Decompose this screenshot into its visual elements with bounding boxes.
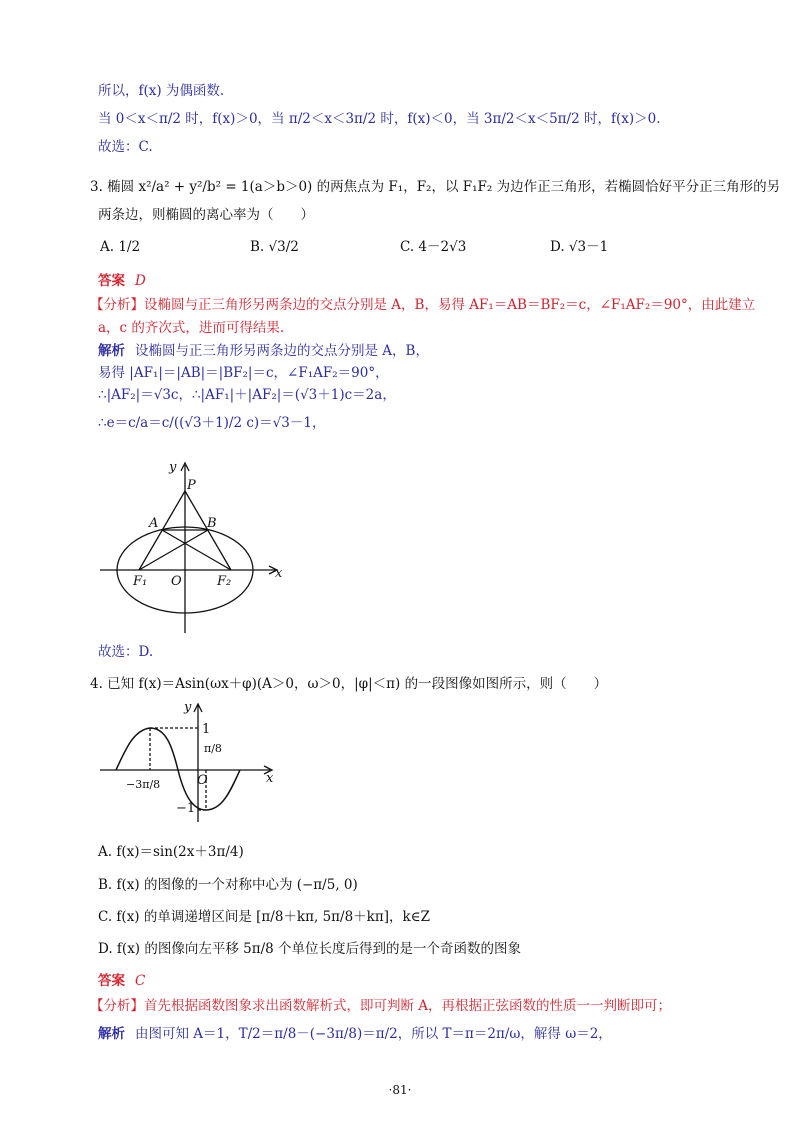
q3-option-b: B. √3/2 bbox=[250, 239, 299, 255]
q4-option-c: C. f(x) 的单调递增区间是 [π/8＋kπ, 5π/8＋kπ]，k∈Z bbox=[98, 909, 431, 925]
q3-stem-line-1: 3. 椭圆 x²/a² + y²/b² = 1(a＞b＞0) 的两焦点为 F₁，F₂，以 F₁F₂ 为边作正三角形，若椭圆恰好平分正三角形的另 bbox=[90, 179, 781, 195]
q3-solution-line-3: ∴|AF₂|＝√3c，∴|AF₁|＋|AF₂|＝(√3＋1)c＝2a， bbox=[98, 387, 396, 403]
ellipse-label-p: P bbox=[187, 478, 196, 493]
prev-solution-line-2: 当 0＜x＜π/2 时，f(x)＞0，当 π/2＜x＜3π/2 时，f(x)＜0，当 3π/2＜x＜5π/2 时，f(x)＞0. bbox=[98, 111, 661, 127]
ellipse-label-b: B bbox=[207, 516, 217, 531]
q4-answer-row bbox=[98, 972, 145, 990]
q3-solution-line-1 bbox=[98, 342, 429, 360]
ellipse-label-y: y bbox=[169, 460, 177, 475]
q3-answer-row bbox=[98, 272, 146, 290]
sine-label-pi8: π/8 bbox=[204, 742, 222, 755]
q3-answer-label: 答案 bbox=[98, 273, 125, 289]
sine-label-y: y bbox=[184, 700, 192, 715]
q3-answer-value: D bbox=[135, 273, 146, 289]
q4-solution-line-1 bbox=[98, 1025, 612, 1043]
sine-label-x: x bbox=[266, 771, 274, 786]
ellipse-label-x: x bbox=[275, 566, 283, 581]
q3-solution-line-2: 易得 |AF₁|＝|AB|＝|BF₂|＝c，∠F₁AF₂＝90°， bbox=[98, 365, 389, 381]
q4-analysis-line: 【分析】首先根据函数图象求出函数解析式，即可判断 A，再根据正弦函数的性质一一判断即可； bbox=[90, 998, 672, 1014]
ellipse-label-a: A bbox=[149, 516, 159, 531]
q4-stem: 4. 已知 f(x)＝Asin(ωx＋φ)(A＞0，ω＞0，|φ|＜π) 的一段图像如图所示，则（ ） bbox=[90, 676, 608, 692]
q3-stem-line-2: 两条边，则椭圆的离心率为（ ） bbox=[98, 207, 314, 223]
sine-label-o: O bbox=[197, 773, 208, 788]
q4-option-a: A. f(x)＝sin(2x＋3π/4) bbox=[98, 844, 244, 860]
sine-curve bbox=[116, 728, 240, 810]
ellipse-figure bbox=[95, 455, 295, 635]
page-number: ·81· bbox=[388, 1083, 412, 1097]
prev-solution-line-1: 所以，f(x) 为偶函数. bbox=[98, 83, 225, 99]
q3-option-c: C. 4－2√3 bbox=[400, 239, 467, 255]
q4-option-b: B. f(x) 的图像的一个对称中心为 (−π/5, 0) bbox=[98, 877, 358, 893]
sine-label-minus-one: −1 bbox=[176, 801, 196, 816]
q3-solution-text-1: 设椭圆与正三角形另两条边的交点分别是 A，B， bbox=[135, 343, 429, 359]
q4-solution-label: 解析 bbox=[98, 1026, 125, 1042]
q4-answer-label: 答案 bbox=[98, 973, 125, 989]
prev-choice-line: 故选：C. bbox=[98, 139, 153, 155]
q3-solution-label: 解析 bbox=[98, 343, 125, 359]
ellipse-label-f2: F₂ bbox=[217, 574, 232, 589]
q4-answer-value: C bbox=[135, 973, 146, 989]
ellipse-label-o: O bbox=[171, 574, 182, 589]
q3-analysis-line-1: 【分析】设椭圆与正三角形另两条边的交点分别是 A，B，易得 AF₁＝AB＝BF₂＝c，∠F₁AF₂＝90°，由此建立 bbox=[90, 297, 756, 313]
q3-solution-line-4: ∴e＝c/a＝c/((√3＋1)/2 c)＝√3－1， bbox=[98, 415, 326, 431]
q3-option-d: D. √3－1 bbox=[550, 239, 609, 255]
q3-option-a: A. 1/2 bbox=[100, 239, 141, 255]
sine-label-neg3pi8: −3π/8 bbox=[126, 778, 161, 791]
sine-label-one: 1 bbox=[202, 722, 211, 737]
q4-option-d: D. f(x) 的图像向左平移 5π/8 个单位长度后得到的是一个奇函数的图象 bbox=[98, 941, 522, 957]
q4-solution-text-1: 由图可知 A＝1，T/2＝π/8－(−3π/8)＝π/2，所以 T＝π＝2π/ω，解得 ω＝2， bbox=[135, 1026, 612, 1042]
sine-figure bbox=[98, 700, 288, 825]
ellipse-label-f1: F₁ bbox=[133, 574, 148, 589]
q3-choice-line: 故选：D. bbox=[98, 644, 154, 660]
q3-analysis-line-2: a，c 的齐次式，进而可得结果. bbox=[98, 320, 285, 336]
